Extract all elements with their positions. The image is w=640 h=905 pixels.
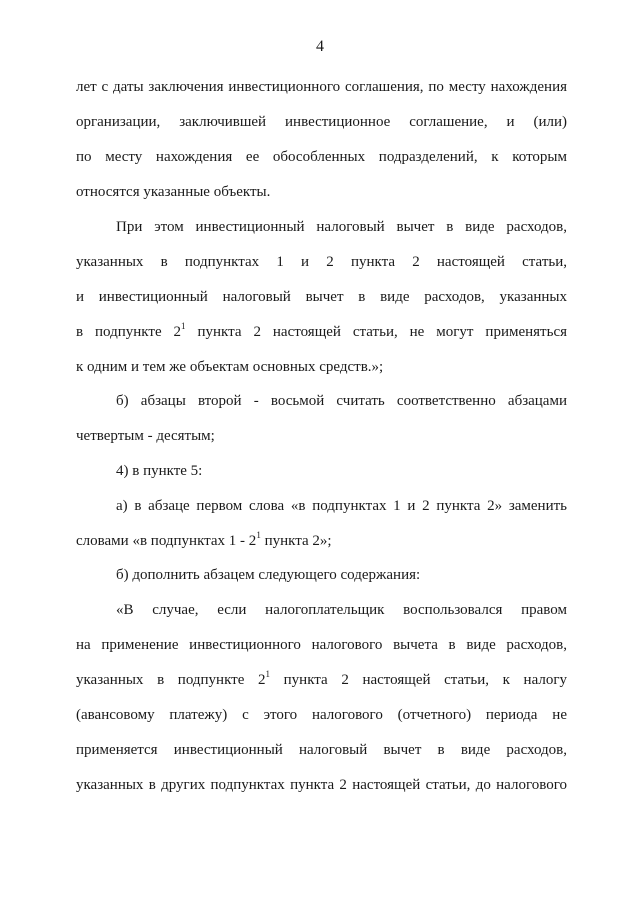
line-text-continued: пункта 2 настоящей статьи, не могут применяться	[185, 324, 567, 340]
line-text: и инвестиционный налоговый вычет в виде расходов, указанных	[76, 289, 567, 305]
text-line	[116, 218, 567, 236]
text-line	[76, 78, 567, 96]
line-text: б) дополнить абзацем следующего содержания:	[116, 567, 421, 583]
line-text: в подпункте 2	[76, 324, 182, 340]
text-line	[76, 532, 567, 550]
text-line	[116, 601, 567, 619]
line-text-continued: пункта 2»;	[260, 533, 332, 549]
line-text: При этом инвестиционный налоговый вычет в виде расходов,	[116, 219, 567, 235]
page-number: 4	[316, 38, 324, 55]
line-text: б) абзацы второй - восьмой считать соответственно абзацами	[116, 393, 567, 409]
line-text: «В случае, если налогоплательщик воспользовался правом	[116, 602, 567, 618]
line-text: указанных в подпункте 2	[76, 672, 266, 688]
text-line	[76, 183, 567, 201]
superscript: 1	[265, 669, 271, 679]
text-line	[76, 671, 567, 689]
line-text-continued: пункта 2 настоящей статьи, к налогу	[270, 672, 567, 688]
superscript: 1	[256, 530, 261, 540]
line-text: на применение инвестиционного налогового вычета в виде расходов,	[76, 637, 567, 653]
text-line	[76, 253, 567, 271]
line-text: четвертым - десятым;	[76, 428, 215, 444]
line-text: применяется инвестиционный налоговый вычет в виде расходов,	[76, 742, 567, 758]
text-line	[76, 113, 567, 131]
line-text: по месту нахождения ее обособленных подразделений, к которым	[76, 149, 567, 165]
line-text: словами «в подпунктах 1 - 2	[76, 533, 257, 549]
text-line	[116, 462, 567, 480]
text-line	[116, 566, 567, 584]
text-line	[76, 776, 567, 794]
superscript: 1	[181, 321, 186, 331]
line-text: к одним и тем же объектам основных средств.»;	[76, 359, 384, 375]
text-line	[76, 636, 567, 654]
text-line	[76, 288, 567, 306]
line-text: организации, заключившей инвестиционное соглашение, и (или)	[76, 114, 567, 130]
line-text: лет с даты заключения инвестиционного соглашения, по месту нахождения	[76, 79, 567, 95]
text-line	[76, 148, 567, 166]
text-line	[76, 427, 567, 445]
text-line	[76, 323, 567, 341]
line-text: а) в абзаце первом слова «в подпунктах 1 и 2 пункта 2» заменить	[116, 498, 567, 514]
text-line	[76, 706, 567, 724]
text-line	[76, 741, 567, 759]
text-line	[116, 392, 567, 410]
line-text: относятся указанные объекты.	[76, 184, 271, 200]
line-text: (авансовому платежу) с этого налогового (отчетного) периода не	[76, 707, 567, 723]
text-line	[116, 497, 567, 515]
line-text: указанных в других подпунктах пункта 2 настоящей статьи, до налогового	[76, 777, 567, 793]
text-line	[76, 358, 567, 376]
line-text: 4) в пункте 5:	[116, 463, 203, 479]
line-text: указанных в подпунктах 1 и 2 пункта 2 настоящей статьи,	[76, 254, 567, 270]
